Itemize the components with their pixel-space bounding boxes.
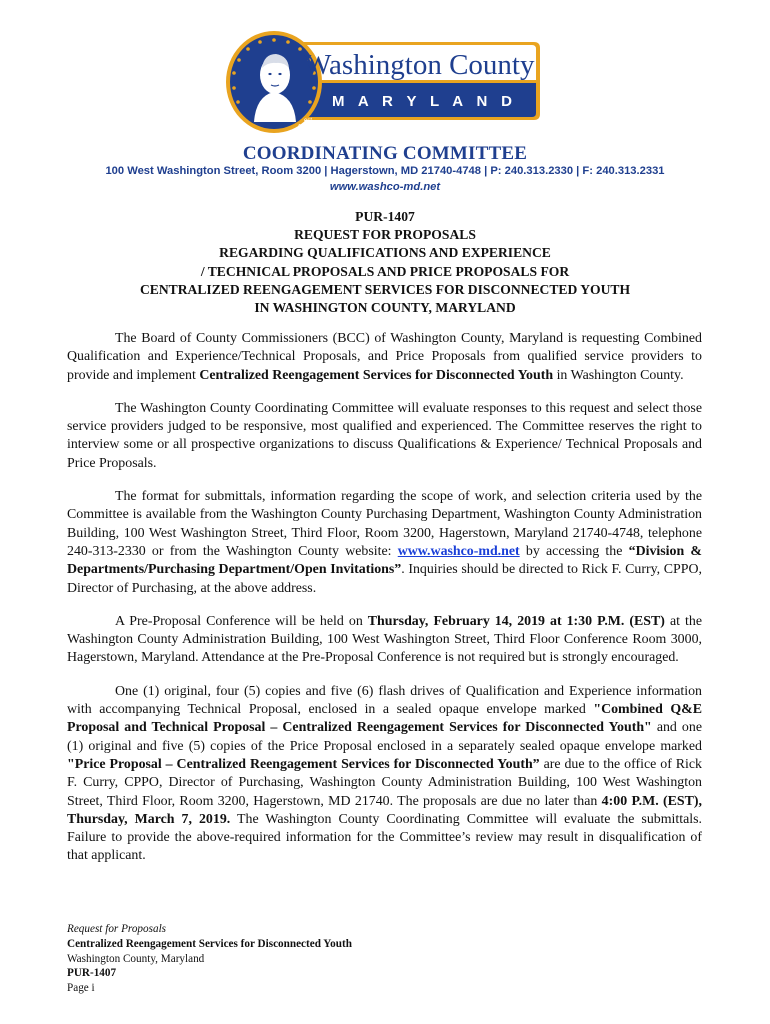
page-footer (67, 922, 352, 996)
paragraph-request: The Board of County Commissioners (BCC) of Washington County, Maryland is requesting Combined Qualification and Experience/Technical Proposals, and Price Proposals from qualified service providers to provide and implement Centralized Reengagement Services for Disconnected Youth in Washington County. (67, 331, 702, 383)
washington-county-logo (224, 30, 542, 134)
footer-county: Washington County, Maryland (67, 952, 205, 965)
committee-heading: COORDINATING COMMITTEE (242, 143, 528, 164)
logo-est-text: est. (304, 118, 314, 124)
paragraph-submission: One (1) original, four (5) copies and five (6) flash drives of Qualification and Experience information with accompanying Technical Proposal, enclosed in a sealed opaque envelope marked "Combined Q&E Proposal and Technical Proposal – Centralized Reengagement Services for Disconnected Youth" and one (1) original and five (5) copies of the Price Proposal enclosed in a separately sealed opaque envelope marked "Price Proposal – Centralized Reengagement Services for Disconnected Youth” are due to the office of Rick F. Curry, CPPO, Director of Purchasing, Washington County Administration Building, 100 West Washington Street, Third Floor, Room 3200, Hagerstown, MD 21740. The proposals are due no later than 4:00 P.M. (EST), Thursday, March 7, 2019. The Washington County Coordinating Committee will evaluate the submittals. Failure to provide the above-required information for the Committee’s review may result in disqualification of that applicant. (67, 683, 703, 864)
title-line: IN WASHINGTON COUNTY, MARYLAND (254, 300, 516, 316)
footer-doc-title: Centralized Reengagement Services for Disconnected Youth (67, 937, 352, 950)
title-line: REQUEST FOR PROPOSALS (294, 227, 476, 243)
paragraph-evaluation: The Washington County Coordinating Committee will evaluate responses to this request and select those service providers judged to be responsive, most qualified and experienced. The Committee reserves the right to interview some or all prospective organizations to discuss Qualifications & Experience/ Technical Proposals and Price Proposals. (67, 400, 702, 471)
document-body (67, 330, 702, 881)
title-line: / TECHNICAL PROPOSALS AND PRICE PROPOSALS FOR (200, 263, 570, 279)
logo-graphic (224, 30, 542, 134)
paragraph-conference: A Pre-Proposal Conference will be held on Thursday, February 14, 2019 at 1:30 P.M. (EST) at the Washington County Administration Building, 100 West Washington Street, Third Floor Conference Room 3000, Hagerstown, Maryland. Attendance at the Pre-Proposal Conference is not required but is strongly encouraged. (67, 613, 702, 666)
logo-year-text: 1776 (297, 123, 315, 132)
title-line: REGARDING QUALIFICATIONS AND EXPERIENCE (219, 245, 551, 261)
paragraph-format: The format for submittals, information regarding the scope of work, and selection criteria used by the Committee is available from the Washington County Purchasing Department, Washington County Administration Building, 100 West Washington Street, Third Floor, Room 3200, Hagerstown, Maryland 21740-4748, telephone 240-313-2330 or from the Washington County website: www.washco-md.net by accessing the “Division & Departments/Purchasing Department/Open Invitations”. Inquiries should be directed to Rick F. Curry, CPPO, Director of Purchasing, at the above address. (67, 489, 703, 596)
footer-page-number: Page i (67, 982, 95, 995)
footer-doc-number: PUR-1407 (67, 967, 117, 980)
committee-address: 100 West Washington Street, Room 3200 | Hagerstown, MD 21740-4748 | P: 240.313.2330 | F: 240.313.2331 (105, 165, 665, 177)
title-line: CENTRALIZED REENGAGEMENT SERVICES FOR DISCONNECTED YOUTH (139, 281, 631, 297)
logo-county-name: Washington County (304, 49, 535, 81)
document-title (0, 208, 770, 317)
footer-doc-type: Request for Proposals (67, 923, 167, 935)
committee-website: www.washco-md.net (329, 181, 441, 193)
website-link[interactable]: www.washco-md.net (397, 543, 520, 559)
logo-state-name: M A R Y L A N D (332, 93, 512, 110)
title-line: PUR-1407 (355, 209, 415, 224)
